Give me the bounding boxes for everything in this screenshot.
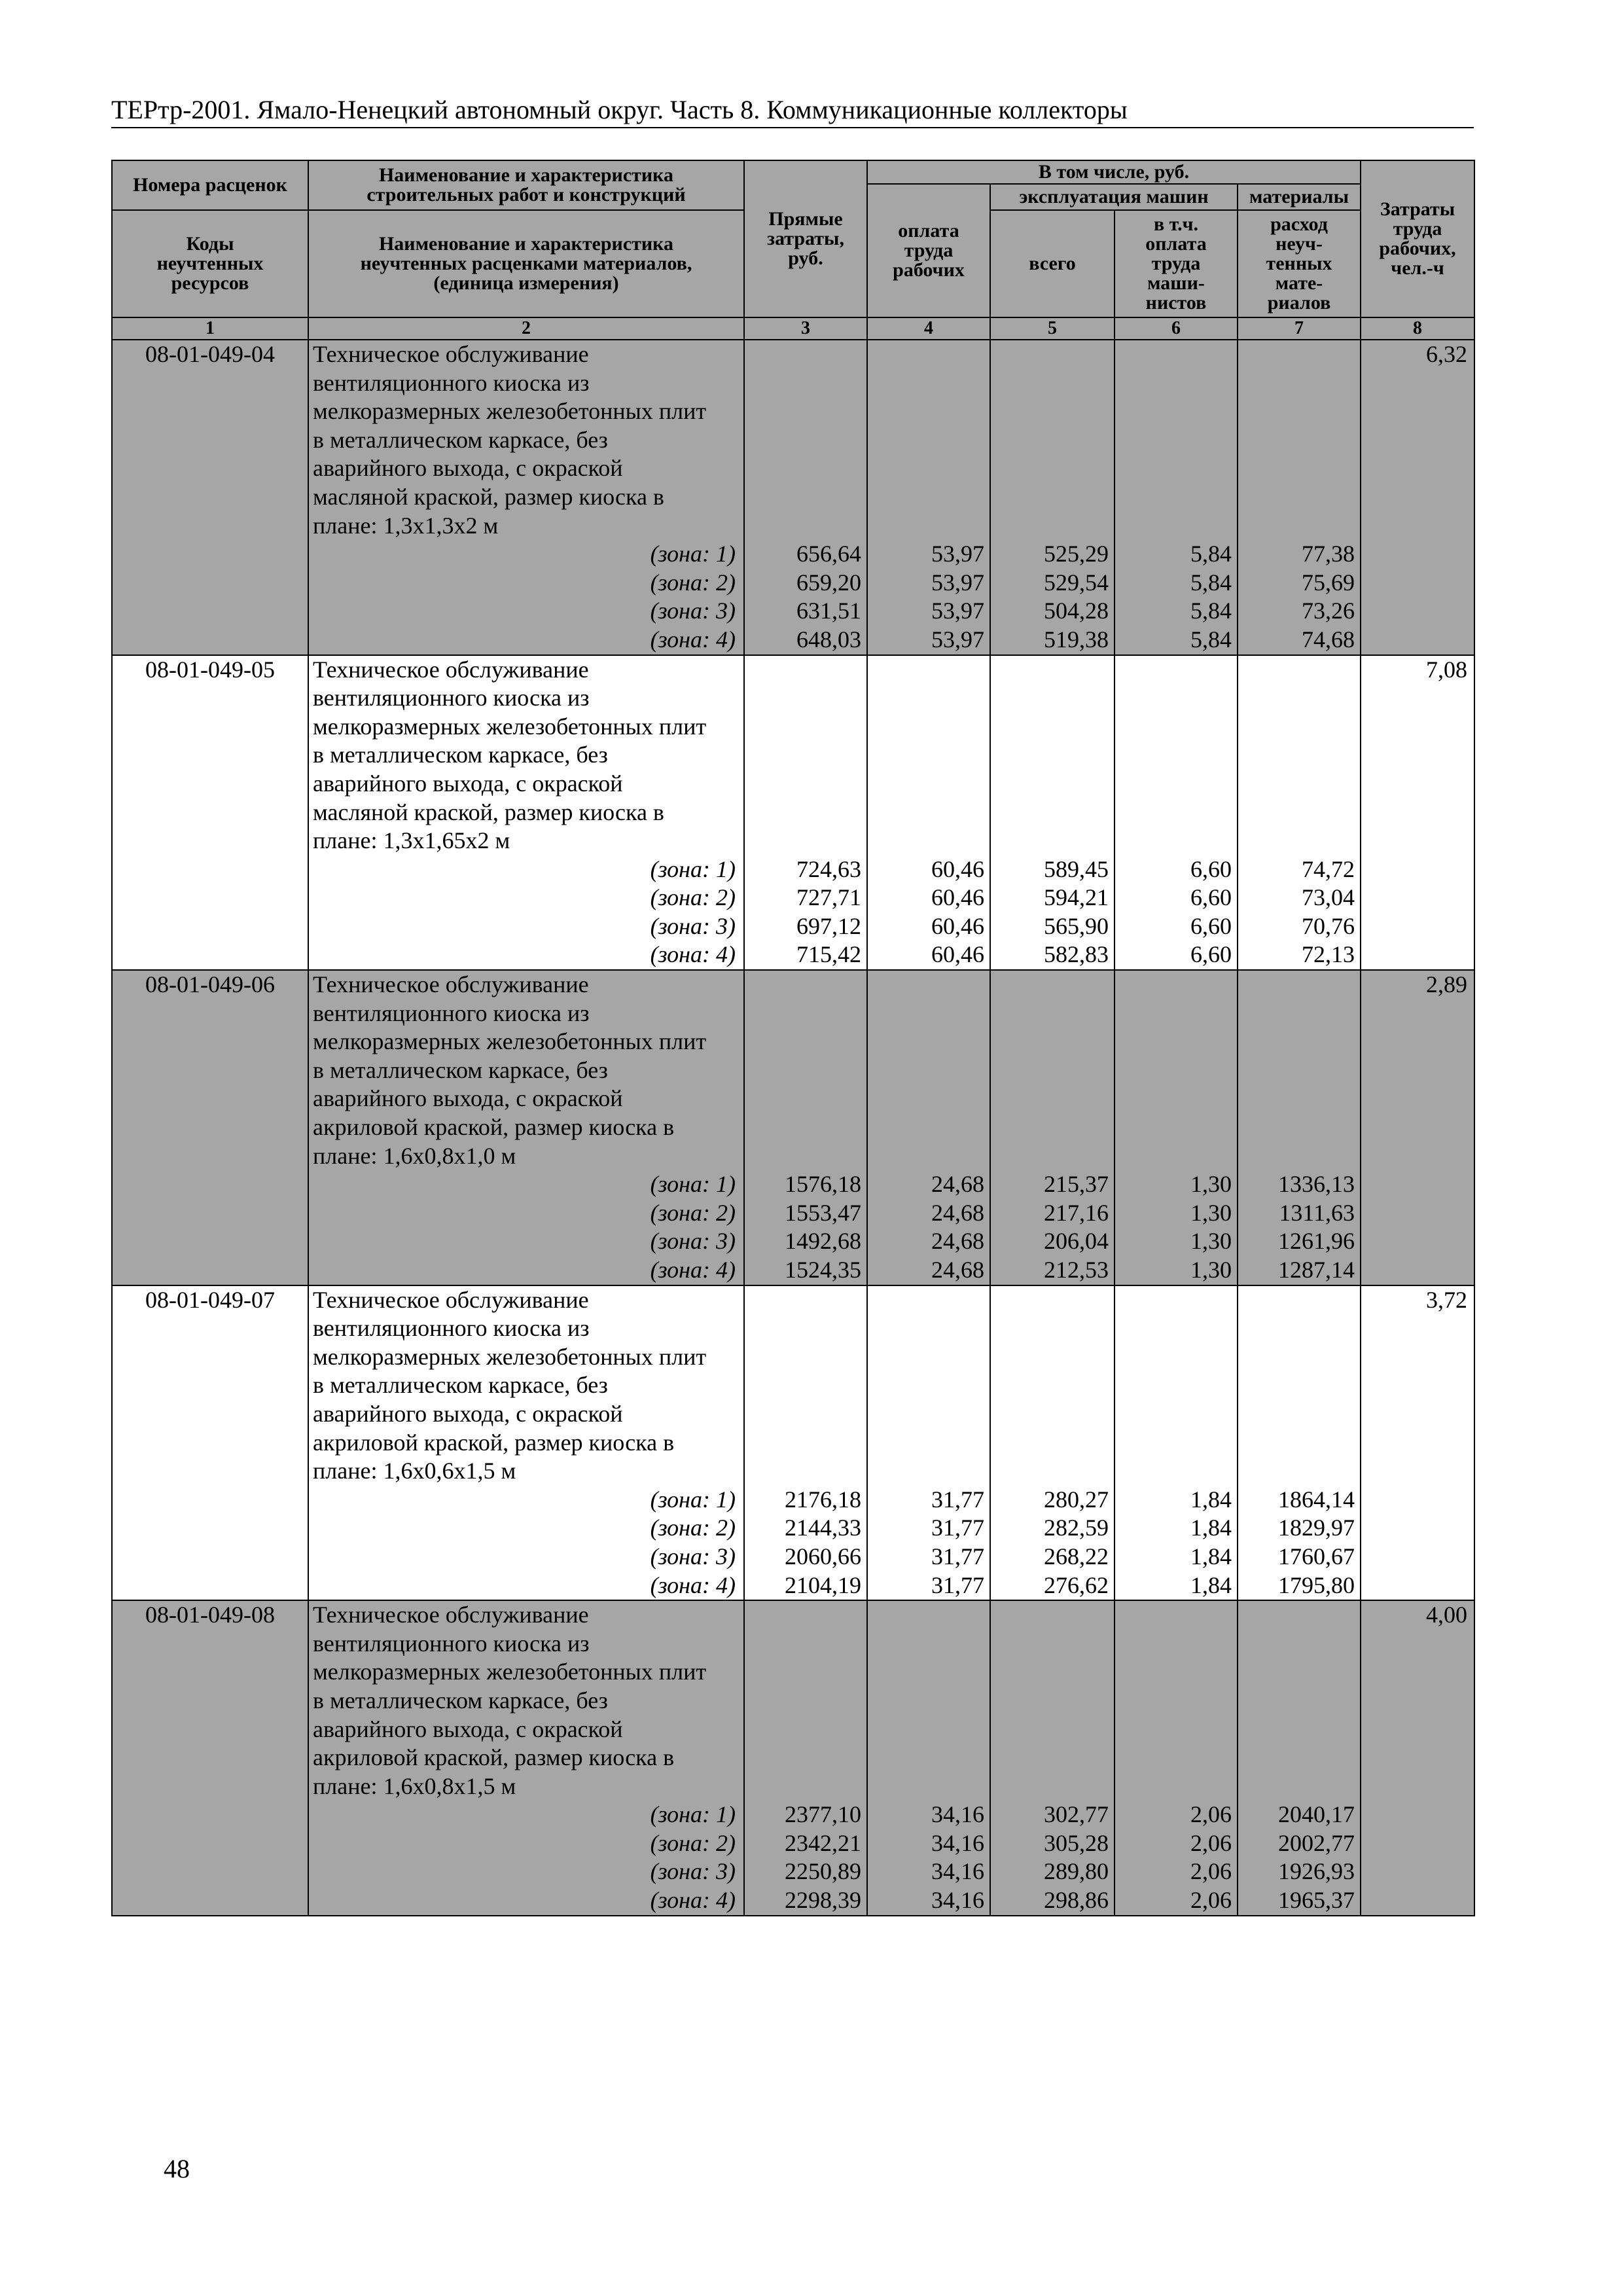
direct-cost-value: 2060,66: [785, 1543, 861, 1570]
description-line: плане: 1,6х0,8х1,0 м: [313, 1142, 516, 1169]
direct-cost-value: 1576,18: [785, 1171, 861, 1198]
rate-description: [308, 655, 744, 971]
description-line: вентиляционного киоска из: [313, 369, 590, 396]
description-line: аварийного выхода, с окраской: [313, 1400, 623, 1427]
zone-label: (зона: 2): [650, 884, 736, 911]
direct-cost-value: 659,20: [796, 569, 861, 596]
labor-cost-value: 4,00: [1361, 1600, 1474, 1916]
description-line: аварийного выхода, с окраской: [313, 1715, 623, 1742]
description-line: в металлическом каркасе, без: [313, 1056, 608, 1083]
zone-label: (зона: 3): [650, 1228, 736, 1255]
worker-wage-cell: [867, 1600, 990, 1916]
machinist-wage-value: 5,84: [1190, 569, 1232, 596]
table-row: [112, 655, 1474, 971]
description-line: Техническое обслуживание: [313, 341, 589, 367]
worker-wage-value: 60,46: [931, 884, 984, 911]
worker-wage-value: 53,97: [931, 541, 984, 567]
description-line: Техническое обслуживание: [313, 1286, 589, 1313]
description-line: в металлическом каркасе, без: [313, 426, 608, 453]
description-line: Техническое обслуживание: [313, 971, 589, 998]
description-line: акриловой краской, размер киоска в: [313, 1429, 675, 1456]
table-body: [112, 340, 1474, 1916]
rate-description: [308, 970, 744, 1285]
machinist-wage-value: 1,84: [1190, 1571, 1232, 1598]
machine-total-value: 215,37: [1044, 1171, 1109, 1198]
worker-wage-value: 53,97: [931, 626, 984, 653]
material-cost-value: 73,26: [1302, 598, 1355, 624]
col-number-1: 1: [112, 317, 308, 340]
machine-total-value: 519,38: [1044, 626, 1109, 653]
worker-wage-value: 24,68: [931, 1257, 984, 1283]
description-line: мелкоразмерных железобетонных плит: [313, 713, 707, 740]
machine-total-value: 582,83: [1044, 941, 1109, 968]
labor-cost-value: 2,89: [1361, 970, 1474, 1285]
description-line: в металлическом каркасе, без: [313, 1372, 608, 1399]
description-line: плане: 1,6х0,6х1,5 м: [313, 1458, 516, 1484]
machine-total-value: 282,59: [1044, 1515, 1109, 1541]
labor-cost-value: 7,08: [1361, 655, 1474, 971]
machinist-wage-value: 5,84: [1190, 541, 1232, 567]
rates-table: [111, 160, 1475, 1916]
worker-wage-value: 53,97: [931, 598, 984, 624]
material-cost-value: 2002,77: [1278, 1829, 1355, 1856]
machine-total-cell: [990, 340, 1115, 655]
zone-label: (зона: 4): [650, 941, 736, 968]
header-labor-costs: Затраты труда рабочих, чел.-ч: [1361, 160, 1474, 317]
material-cost-value: 1311,63: [1279, 1199, 1355, 1226]
col-number-6: 6: [1115, 317, 1238, 340]
machine-total-value: 525,29: [1044, 541, 1109, 567]
rate-code: 08-01-049-07: [112, 1285, 308, 1601]
description-line: плане: 1,3х1,3х2 м: [313, 512, 499, 539]
zone-label: (зона: 3): [650, 598, 736, 624]
direct-cost-value: 2342,21: [785, 1829, 861, 1856]
material-cost-value: 1965,37: [1278, 1887, 1355, 1914]
worker-wage-value: 34,16: [931, 1829, 984, 1856]
zone-label: (зона: 4): [650, 626, 736, 653]
material-cost-value: 1829,97: [1278, 1515, 1355, 1541]
description-line: аварийного выхода, с окраской: [313, 1085, 623, 1112]
col-number-5: 5: [990, 317, 1115, 340]
machine-total-value: 504,28: [1044, 598, 1109, 624]
zone-label: (зона: 3): [650, 1858, 736, 1885]
machinist-wage-value: 1,30: [1190, 1257, 1232, 1283]
machine-total-value: 298,86: [1044, 1887, 1109, 1914]
zone-label: (зона: 1): [650, 541, 736, 567]
description-line: вентиляционного киоска из: [313, 1630, 590, 1657]
machinist-wage-value: 2,06: [1190, 1887, 1232, 1914]
description-line: акриловой краской, размер киоска в: [313, 1744, 675, 1771]
description-line: в металлическом каркасе, без: [313, 1687, 608, 1713]
machinist-wage-value: 1,30: [1190, 1228, 1232, 1255]
material-cost-cell: [1238, 1600, 1361, 1916]
machinist-wage-value: 6,60: [1190, 884, 1232, 911]
machinist-wage-value: 1,30: [1190, 1199, 1232, 1226]
rate-code: 08-01-049-05: [112, 655, 308, 971]
zone-label: (зона: 3): [650, 1543, 736, 1570]
header-material-consumption: расход неуч- тенных мате- риалов: [1238, 210, 1361, 317]
worker-wage-value: 34,16: [931, 1858, 984, 1885]
worker-wage-value: 24,68: [931, 1199, 984, 1226]
machine-total-cell: [990, 655, 1115, 971]
description-line: Техническое обслуживание: [313, 656, 589, 683]
material-cost-value: 75,69: [1302, 569, 1355, 596]
machine-total-value: 305,28: [1044, 1829, 1109, 1856]
description-line: вентиляционного киоска из: [313, 999, 590, 1026]
machinist-wage-cell: [1115, 1600, 1238, 1916]
zone-label: (зона: 1): [650, 855, 736, 882]
description-line: аварийного выхода, с окраской: [313, 455, 623, 482]
zone-label: (зона: 2): [650, 1829, 736, 1856]
table-row: [112, 1285, 1474, 1601]
direct-cost-cell: [744, 655, 867, 971]
machine-total-cell: [990, 1600, 1115, 1916]
direct-cost-value: 656,64: [796, 541, 861, 567]
machinist-wage-value: 2,06: [1190, 1801, 1232, 1828]
material-cost-cell: [1238, 1285, 1361, 1601]
material-cost-value: 70,76: [1302, 912, 1355, 939]
machinist-wage-cell: [1115, 655, 1238, 971]
machine-total-cell: [990, 970, 1115, 1285]
worker-wage-value: 31,77: [931, 1486, 984, 1513]
material-cost-value: 74,68: [1302, 626, 1355, 653]
direct-cost-value: 631,51: [796, 598, 861, 624]
material-cost-value: 1336,13: [1278, 1171, 1355, 1198]
machinist-wage-value: 1,84: [1190, 1543, 1232, 1570]
material-cost-value: 1261,96: [1278, 1228, 1355, 1255]
machine-total-value: 589,45: [1044, 855, 1109, 882]
worker-wage-value: 53,97: [931, 569, 984, 596]
direct-cost-value: 2144,33: [785, 1515, 861, 1541]
machinist-wage-value: 2,06: [1190, 1829, 1232, 1856]
header-work-name: Наименование и характеристика строительных работ и конструкций: [308, 160, 744, 210]
machine-total-value: 217,16: [1044, 1199, 1109, 1226]
material-cost-value: 1760,67: [1278, 1543, 1355, 1570]
machinist-wage-cell: [1115, 970, 1238, 1285]
material-cost-value: 2040,17: [1278, 1801, 1355, 1828]
machine-total-value: 276,62: [1044, 1571, 1109, 1598]
labor-cost-value: 6,32: [1361, 340, 1474, 655]
machine-total-value: 594,21: [1044, 884, 1109, 911]
machinist-wage-value: 6,60: [1190, 855, 1232, 882]
machinist-wage-value: 1,30: [1190, 1171, 1232, 1198]
description-line: масляной краской, размер киоска в: [313, 483, 664, 510]
zone-label: (зона: 1): [650, 1486, 736, 1513]
worker-wage-value: 34,16: [931, 1887, 984, 1914]
description-line: вентиляционного киоска из: [313, 1315, 590, 1342]
direct-cost-cell: [744, 970, 867, 1285]
description-line: в металлическом каркасе, без: [313, 742, 608, 768]
worker-wage-value: 31,77: [931, 1543, 984, 1570]
direct-cost-value: 697,12: [796, 912, 861, 939]
machinist-wage-value: 1,84: [1190, 1515, 1232, 1541]
description-line: вентиляционного киоска из: [313, 685, 590, 711]
direct-cost-value: 2377,10: [785, 1801, 861, 1828]
col-number-2: 2: [308, 317, 744, 340]
description-line: мелкоразмерных железобетонных плит: [313, 398, 707, 425]
machinist-wage-cell: [1115, 340, 1238, 655]
machinist-wage-value: 5,84: [1190, 626, 1232, 653]
machine-total-value: 289,80: [1044, 1858, 1109, 1885]
description-line: плане: 1,3х1,65х2 м: [313, 827, 510, 854]
rate-code: 08-01-049-06: [112, 970, 308, 1285]
zone-label: (зона: 3): [650, 912, 736, 939]
worker-wage-value: 60,46: [931, 855, 984, 882]
material-cost-value: 77,38: [1302, 541, 1355, 567]
description-line: мелкоразмерных железобетонных плит: [313, 1659, 707, 1685]
machine-total-value: 212,53: [1044, 1257, 1109, 1283]
description-line: мелкоразмерных железобетонных плит: [313, 1343, 707, 1370]
direct-cost-value: 2250,89: [785, 1858, 861, 1885]
direct-cost-cell: [744, 340, 867, 655]
description-line: аварийного выхода, с окраской: [313, 770, 623, 797]
description-line: плане: 1,6х0,8х1,5 м: [313, 1772, 516, 1799]
description-line: мелкоразмерных железобетонных плит: [313, 1028, 707, 1055]
labor-cost-value: 3,72: [1361, 1285, 1474, 1601]
table-header: [112, 160, 1474, 340]
direct-cost-value: 727,71: [796, 884, 861, 911]
zone-label: (зона: 1): [650, 1801, 736, 1828]
rate-description: [308, 340, 744, 655]
direct-cost-cell: [744, 1600, 867, 1916]
zone-label: (зона: 4): [650, 1887, 736, 1914]
header-materials: материалы: [1238, 184, 1361, 210]
machinist-wage-cell: [1115, 1285, 1238, 1601]
material-cost-value: 74,72: [1302, 855, 1355, 882]
header-unaccounted-materials: Наименование и характеристика неучтенных расценками материалов, (единица измерения): [308, 210, 744, 317]
material-cost-cell: [1238, 340, 1361, 655]
worker-wage-value: 34,16: [931, 1801, 984, 1828]
direct-cost-value: 1492,68: [785, 1228, 861, 1255]
machine-total-value: 268,22: [1044, 1543, 1109, 1570]
col-number-4: 4: [867, 317, 990, 340]
rate-description: [308, 1600, 744, 1916]
header-machine-operation: эксплуатация машин: [990, 184, 1238, 210]
header-direct-costs: Прямые затраты, руб.: [744, 160, 867, 317]
description-line: Техническое обслуживание: [313, 1602, 589, 1628]
direct-cost-value: 1524,35: [785, 1257, 861, 1283]
worker-wage-cell: [867, 655, 990, 971]
worker-wage-cell: [867, 1285, 990, 1601]
worker-wage-cell: [867, 340, 990, 655]
direct-cost-cell: [744, 1285, 867, 1601]
rate-code: 08-01-049-04: [112, 340, 308, 655]
material-cost-value: 73,04: [1302, 884, 1355, 911]
material-cost-value: 1926,93: [1278, 1858, 1355, 1885]
machinist-wage-value: 5,84: [1190, 598, 1232, 624]
worker-wage-value: 60,46: [931, 912, 984, 939]
material-cost-cell: [1238, 655, 1361, 971]
direct-cost-value: 648,03: [796, 626, 861, 653]
worker-wage-cell: [867, 970, 990, 1285]
direct-cost-value: 724,63: [796, 855, 861, 882]
rate-description: [308, 1285, 744, 1601]
description-line: масляной краской, размер киоска в: [313, 798, 664, 825]
machinist-wage-value: 6,60: [1190, 941, 1232, 968]
worker-wage-value: 60,46: [931, 941, 984, 968]
worker-wage-value: 31,77: [931, 1571, 984, 1598]
zone-label: (зона: 2): [650, 569, 736, 596]
header-rate-numbers: Номера расценок: [112, 160, 308, 210]
direct-cost-value: 715,42: [796, 941, 861, 968]
direct-cost-value: 1553,47: [785, 1199, 861, 1226]
material-cost-value: 72,13: [1302, 941, 1355, 968]
table-row: [112, 340, 1474, 655]
worker-wage-value: 31,77: [931, 1515, 984, 1541]
header-machinist-wage: в т.ч. оплата труда маши- нистов: [1115, 210, 1238, 317]
machine-total-value: 280,27: [1044, 1486, 1109, 1513]
col-number-7: 7: [1238, 317, 1361, 340]
zone-label: (зона: 2): [650, 1199, 736, 1226]
direct-cost-value: 2176,18: [785, 1486, 861, 1513]
zone-label: (зона: 4): [650, 1571, 736, 1598]
material-cost-value: 1287,14: [1278, 1257, 1355, 1283]
zone-label: (зона: 2): [650, 1515, 736, 1541]
zone-label: (зона: 4): [650, 1257, 736, 1283]
material-cost-cell: [1238, 970, 1361, 1285]
table-row: [112, 970, 1474, 1285]
material-cost-value: 1864,14: [1278, 1486, 1355, 1513]
header-unaccounted-codes: Коды неучтенных ресурсов: [112, 210, 308, 317]
material-cost-value: 1795,80: [1278, 1571, 1355, 1598]
machine-total-value: 206,04: [1044, 1228, 1109, 1255]
machine-total-value: 302,77: [1044, 1801, 1109, 1828]
col-number-8: 8: [1361, 317, 1474, 340]
machinist-wage-value: 1,84: [1190, 1486, 1232, 1513]
col-number-3: 3: [744, 317, 867, 340]
description-line: акриловой краской, размер киоска в: [313, 1114, 675, 1141]
page-header-title: ТЕРтр-2001. Ямало-Ненецкий автономный округ. Часть 8. Коммуникационные коллекторы: [111, 94, 1474, 128]
direct-cost-value: 2298,39: [785, 1887, 861, 1914]
worker-wage-value: 24,68: [931, 1228, 984, 1255]
header-including: В том числе, руб.: [867, 160, 1361, 184]
machine-total-cell: [990, 1285, 1115, 1601]
worker-wage-value: 24,68: [931, 1171, 984, 1198]
machinist-wage-value: 6,60: [1190, 912, 1232, 939]
machine-total-value: 565,90: [1044, 912, 1109, 939]
page-number: 48: [164, 2154, 190, 2183]
direct-cost-value: 2104,19: [785, 1571, 861, 1598]
header-machine-total: всего: [990, 210, 1115, 317]
machine-total-value: 529,54: [1044, 569, 1109, 596]
machinist-wage-value: 2,06: [1190, 1858, 1232, 1885]
rate-code: 08-01-049-08: [112, 1600, 308, 1916]
table-row: [112, 1600, 1474, 1916]
zone-label: (зона: 1): [650, 1171, 736, 1198]
header-worker-wage: оплата труда рабочих: [867, 184, 990, 317]
